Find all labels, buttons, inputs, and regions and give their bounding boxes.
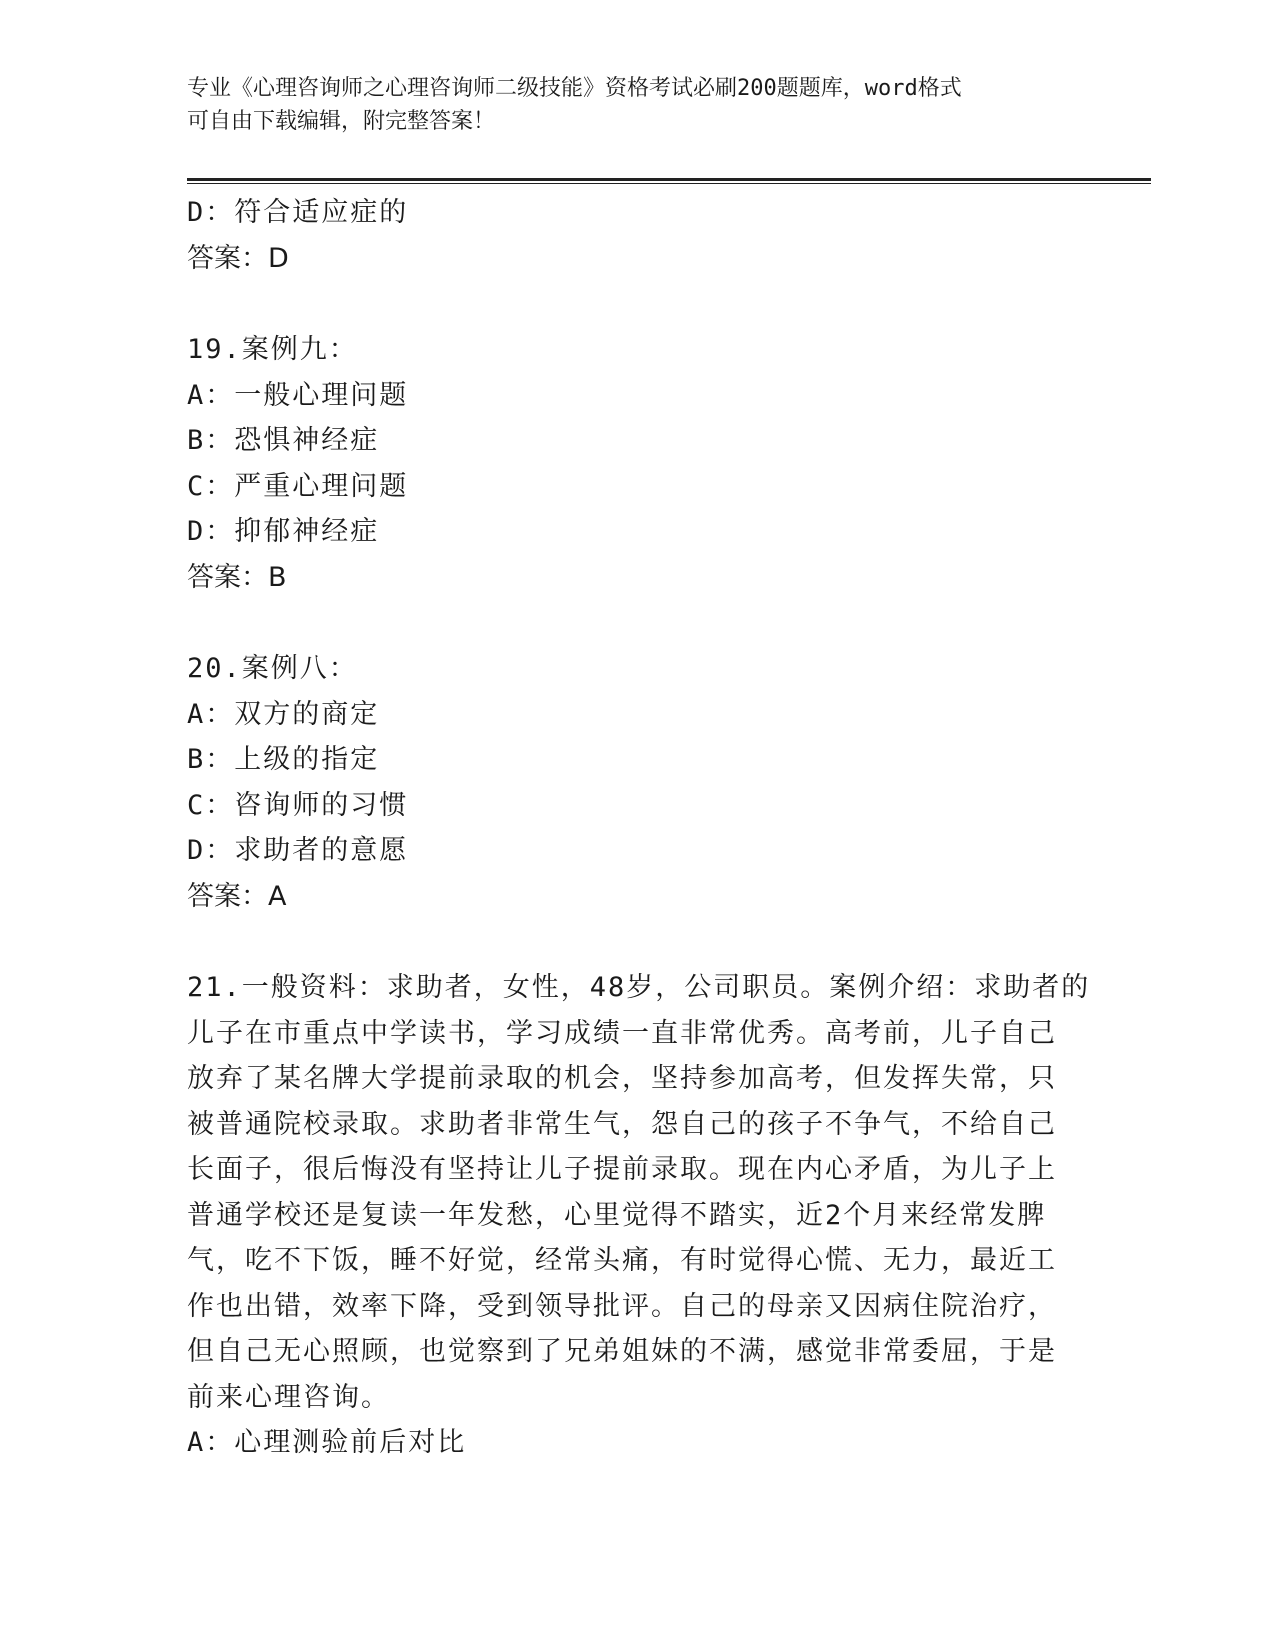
answer: 答案：D: [187, 242, 289, 274]
question-21: [187, 965, 1091, 1466]
answer: 答案：B: [187, 561, 287, 593]
question-text-line: 放弃了某名牌大学提前录取的机会，坚持参加高考，但发挥失常，只: [187, 1063, 1057, 1094]
question-title: 20.案例八：: [187, 653, 358, 684]
option-d: D：抑郁神经症: [187, 516, 380, 547]
question-text-line: 作也出错，效率下降，受到领导批评。自己的母亲又因病住院治疗，: [187, 1290, 1057, 1322]
question-text-line: 普通学校还是复读一年发愁，心里觉得不踏实，近2个月来经常发脾: [187, 1199, 1047, 1231]
header-divider: [187, 178, 1151, 181]
option-a: A：心理测验前后对比: [187, 1427, 467, 1458]
option-b: B：上级的指定: [187, 744, 380, 775]
header-line-2: 可自由下载编辑，附完整答案！: [187, 109, 496, 134]
question-text-line: 长面子，很后悔没有坚持让儿子提前录取。现在内心矛盾，为儿子上: [187, 1154, 1057, 1185]
option-d: D：符合适应症的: [187, 197, 409, 228]
answer: 答案：A: [187, 880, 287, 912]
question-text-line: 前来心理咨询。: [187, 1381, 390, 1413]
question-text-line: 气，吃不下饭，睡不好觉，经常头痛，有时觉得心慌、无力，最近工: [187, 1245, 1057, 1276]
option-c: C：咨询师的习惯: [187, 789, 409, 821]
question-18-tail: [187, 190, 1087, 281]
header-divider-thin: [187, 183, 1151, 184]
question-title: 19.案例九：: [187, 334, 358, 365]
question-19: [187, 327, 1087, 600]
question-list: [187, 190, 1091, 1466]
document-header: [187, 72, 1067, 138]
option-a: A：一般心理问题: [187, 379, 409, 411]
question-text-line: 但自己无心照顾，也觉察到了兄弟姐妹的不满，感觉非常委屈，于是: [187, 1336, 1057, 1367]
question-text-line: 儿子在市重点中学读书，学习成绩一直非常优秀。高考前，儿子自己: [187, 1017, 1057, 1049]
question-text-line: 21.一般资料：求助者，女性，48岁，公司职员。案例介绍：求助者的: [187, 972, 1091, 1003]
question-20: [187, 646, 1087, 919]
option-c: C：严重心理问题: [187, 470, 409, 502]
option-a: A：双方的商定: [187, 698, 380, 730]
option-b: B：恐惧神经症: [187, 425, 380, 456]
question-text-line: 被普通院校录取。求助者非常生气，怨自己的孩子不争气，不给自己: [187, 1108, 1057, 1140]
option-d: D：求助者的意愿: [187, 835, 409, 866]
header-line-1: 专业《心理咨询师之心理咨询师二级技能》资格考试必刷200题题库，word格式: [187, 76, 962, 101]
